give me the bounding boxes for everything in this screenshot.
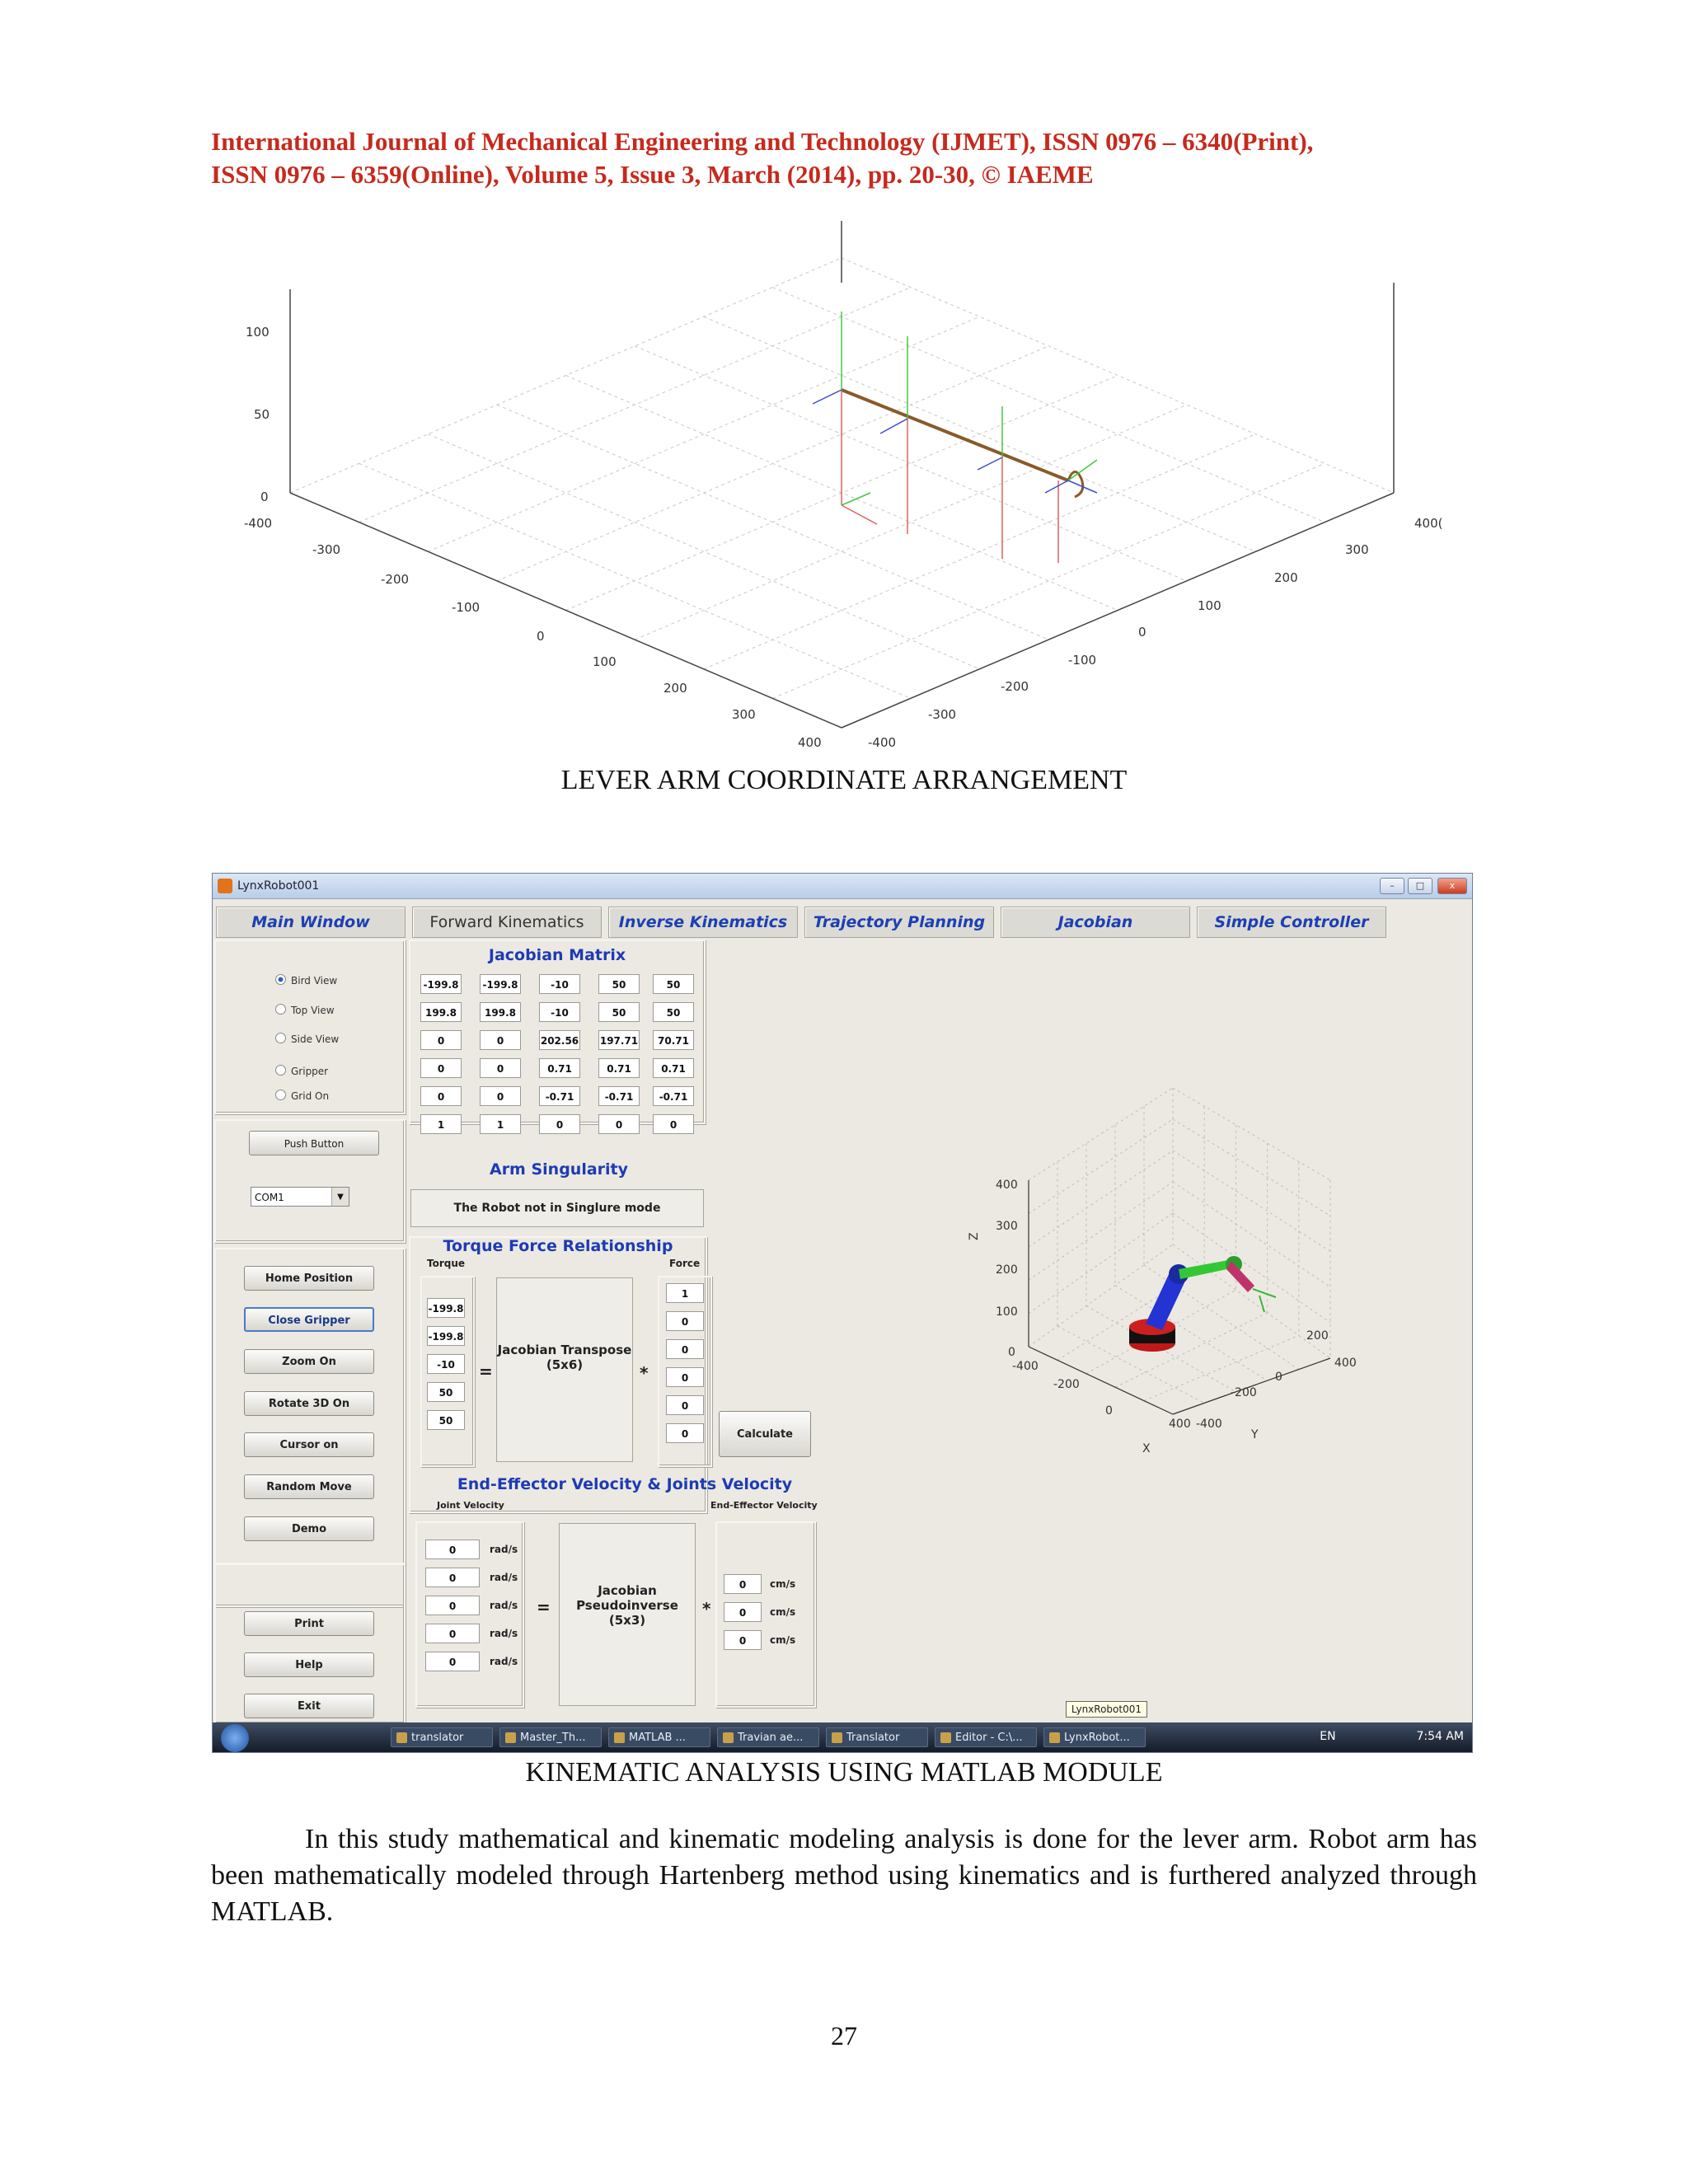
y-tick: 400( — [1414, 516, 1443, 531]
grid-line — [1029, 1088, 1173, 1180]
joint-velocity-label: Joint Velocity — [437, 1500, 504, 1511]
joint-velocity-input[interactable]: 0 — [425, 1624, 480, 1643]
close-button[interactable]: x — [1437, 878, 1467, 894]
window-title: LynxRobot001 — [237, 879, 320, 893]
page-number: 27 — [831, 2021, 857, 2050]
z-tick: 300 — [996, 1220, 1018, 1233]
calculate-button[interactable]: Calculate — [719, 1411, 811, 1457]
jacobian-cell[interactable]: 0 — [598, 1114, 640, 1134]
header-line-1: International Journal of Mechanical Engineering and Technology (IJMET), ISSN 0976 – 6340(Print), — [211, 127, 1314, 156]
grid-line — [428, 316, 979, 551]
jacobian-cell[interactable]: 0 — [480, 1086, 521, 1106]
y-tick: 200 — [1306, 1329, 1329, 1343]
velocity-title: End-Effector Velocity & Joints Velocity — [457, 1475, 793, 1493]
jacobian-cell[interactable]: 0.71 — [598, 1058, 640, 1078]
radio-icon — [275, 1090, 286, 1100]
equals-sign: = — [479, 1361, 493, 1381]
jacobian-cell[interactable]: 1 — [420, 1114, 462, 1134]
x-tick: -200 — [1053, 1378, 1080, 1391]
y-tick: 400 — [1334, 1357, 1357, 1370]
jacobian-cell[interactable]: 1 — [480, 1114, 521, 1134]
force-input[interactable]: 1 — [666, 1283, 704, 1303]
radio-label: Bird View — [291, 975, 338, 987]
z-tick: 0 — [260, 490, 269, 504]
multiply-sign: * — [640, 1363, 649, 1383]
force-input[interactable]: 0 — [666, 1311, 704, 1331]
matlab-app-icon — [218, 879, 232, 893]
x-tick: 400 — [798, 735, 822, 750]
tab-simple-controller[interactable]: Simple Controller — [1197, 907, 1386, 938]
jacobian-cell[interactable]: 0 — [420, 1030, 462, 1050]
push-button[interactable]: Push Button — [249, 1131, 379, 1155]
system-tray — [1320, 1730, 1464, 1743]
taskbar-item[interactable]: MATLAB ... — [608, 1727, 710, 1747]
x-tick: -300 — [312, 542, 341, 557]
home-position-button[interactable]: Home Position — [244, 1266, 374, 1291]
jacobian-cell[interactable]: 50 — [598, 1002, 640, 1022]
singularity-title: Arm Singularity — [489, 1160, 629, 1179]
jacobian-cell[interactable]: 199.8 — [480, 1002, 521, 1022]
port-value: COM1 — [255, 1192, 284, 1203]
radio-top-view[interactable] — [275, 1004, 335, 1016]
zoom-on-button[interactable]: Zoom On — [244, 1349, 374, 1374]
y-tick: 0 — [1138, 625, 1146, 640]
jacobian-cell[interactable]: 202.56 — [539, 1030, 580, 1050]
grid-line — [1029, 1151, 1173, 1247]
window-tooltip: LynxRobot001 — [1066, 1701, 1147, 1718]
close-gripper-button[interactable]: Close Gripper — [244, 1307, 374, 1332]
joint-velocity-input[interactable]: 0 — [425, 1568, 480, 1587]
torque-title: Torque Force Relationship — [443, 1237, 673, 1255]
x-tick: 0 — [537, 629, 545, 644]
force-input[interactable]: 0 — [666, 1339, 704, 1359]
radio-label: Gripper — [291, 1066, 329, 1077]
x-label: X — [1142, 1442, 1151, 1455]
taskbar — [213, 1722, 1472, 1752]
joint-velocity-input[interactable]: 0 — [425, 1540, 480, 1559]
x-tick: 0 — [1105, 1404, 1113, 1418]
force-input[interactable]: 0 — [666, 1367, 704, 1387]
jacobian-cell[interactable]: 197.71 — [598, 1030, 640, 1050]
jacobian-title: Jacobian Matrix — [488, 946, 626, 964]
jacobian-cell[interactable]: -199.8 — [480, 974, 521, 994]
force-input[interactable]: 0 — [666, 1423, 704, 1443]
y-tick: -100 — [1068, 653, 1097, 668]
rotate-3d-button[interactable]: Rotate 3D On — [244, 1391, 374, 1416]
jacobian-cell[interactable]: -199.8 — [420, 974, 462, 994]
port-select[interactable] — [251, 1187, 349, 1207]
y-tick: 100 — [1198, 598, 1221, 613]
joint-unit-label: rad/s — [490, 1600, 518, 1611]
grid-line — [1029, 1213, 1173, 1314]
radio-grid-on[interactable] — [275, 1090, 329, 1102]
force-input[interactable]: 0 — [666, 1395, 704, 1415]
jacobian-transpose-box: Jacobian Transpose (5x6) — [496, 1277, 633, 1462]
clock[interactable]: 7:54 AM — [1416, 1730, 1464, 1743]
y-tick: -200 — [1231, 1386, 1257, 1399]
jacobian-cell[interactable]: -0.71 — [598, 1086, 640, 1106]
jacobian-panel — [409, 940, 706, 1131]
y-label: Y — [1251, 1428, 1259, 1441]
y-tick: -300 — [928, 707, 957, 722]
window-titlebar — [213, 874, 1472, 899]
taskbar-item[interactable]: LynxRobot... — [1043, 1727, 1146, 1747]
body-paragraph — [211, 1821, 1477, 1930]
x-tick: 100 — [593, 654, 617, 669]
ee-velocity-input[interactable]: 0 — [724, 1574, 762, 1594]
radio-side-view[interactable] — [275, 1033, 339, 1045]
ee-unit-label: cm/s — [770, 1606, 796, 1618]
header-line-2: ISSN 0976 – 6359(Online), Volume 5, Issue 3, March (2014), pp. 20-30, © IAEME — [211, 160, 1094, 189]
tab-trajectory-planning[interactable]: Trajectory Planning — [804, 907, 994, 938]
jacobian-cell[interactable]: 70.71 — [653, 1030, 694, 1050]
jacobian-cell[interactable]: -10 — [539, 974, 580, 994]
torque-label: Torque — [427, 1258, 466, 1269]
y-tick: -400 — [868, 735, 897, 750]
radio-selected-icon — [275, 974, 286, 985]
view-options-panel — [214, 940, 406, 1114]
radio-label: Grid On — [291, 1090, 330, 1102]
equals-sign-2: = — [537, 1597, 551, 1617]
body-paragraph-text: In this study mathematical and kinematic modeling analysis is done for the lever arm. Robot arm has been mathematically modeled through Hartenberg method using kinematics and is furthered analyzed through MATLAB. — [211, 1824, 1477, 1927]
start-button[interactable] — [221, 1724, 249, 1752]
radio-label: Top View — [291, 1005, 335, 1016]
x-axis-line — [1029, 1347, 1173, 1414]
radio-bird-view[interactable] — [275, 974, 337, 987]
radio-gripper[interactable] — [275, 1065, 328, 1077]
robot-arm-model — [1129, 1256, 1276, 1352]
force-label: Force — [669, 1258, 701, 1269]
joint-unit-label: rad/s — [490, 1656, 518, 1667]
jacobian-cell[interactable]: 50 — [653, 974, 694, 994]
z-tick: 200 — [996, 1263, 1018, 1277]
tab-jacobian[interactable]: Jacobian — [1001, 907, 1190, 938]
torque-input[interactable]: -199.8 — [427, 1326, 465, 1346]
z-label: Z — [968, 1232, 981, 1240]
joint-unit-label: rad/s — [490, 1628, 518, 1639]
radio-icon — [275, 1065, 286, 1076]
jacobian-cell[interactable]: 0.71 — [653, 1058, 694, 1078]
radio-icon — [275, 1004, 286, 1015]
z-tick: 50 — [254, 407, 270, 422]
x-tick: -200 — [381, 572, 410, 587]
x-tick: 400 — [1169, 1418, 1191, 1431]
multiply-sign-2: * — [702, 1599, 711, 1619]
exit-button[interactable]: Exit — [244, 1694, 374, 1718]
journal-header — [211, 125, 1477, 191]
language-indicator[interactable]: EN — [1320, 1730, 1336, 1743]
taskbar-item[interactable]: Travian ae... — [717, 1727, 819, 1747]
figure2-caption: KINEMATIC ANALYSIS USING MATLAB MODULE — [525, 1757, 1163, 1788]
pseudoinverse-box: Jacobian Pseudoinverse (5x3) — [559, 1523, 696, 1706]
torque-input[interactable]: -10 — [427, 1354, 465, 1374]
x-tick: -400 — [244, 516, 273, 531]
joint-velocity-input[interactable]: 0 — [425, 1596, 480, 1615]
ee-unit-label: cm/s — [770, 1634, 796, 1646]
grid-line — [1173, 1088, 1330, 1180]
torque-input[interactable]: -199.8 — [427, 1298, 465, 1318]
ee-velocity-input[interactable]: 0 — [724, 1602, 762, 1622]
ee-velocity-label: End-Effector Velocity — [710, 1500, 818, 1511]
help-button[interactable]: Help — [244, 1652, 374, 1677]
x-tick: 200 — [663, 681, 687, 696]
grid-line — [428, 434, 979, 669]
ee-velocity-input[interactable]: 0 — [724, 1630, 762, 1650]
jacobian-cell[interactable]: 0 — [480, 1030, 521, 1050]
robot-3d-plot — [839, 997, 1465, 1455]
singularity-status: The Robot not in Singlure mode — [410, 1189, 704, 1227]
matlab-window — [212, 873, 1473, 1753]
jacobian-cell[interactable]: -0.71 — [653, 1086, 694, 1106]
x-axis-line — [290, 493, 842, 728]
radio-label: Side View — [291, 1033, 340, 1045]
figure1-caption: LEVER ARM COORDINATE ARRANGEMENT — [560, 765, 1128, 795]
torque-input[interactable]: 50 — [427, 1410, 465, 1430]
jacobian-cell[interactable]: 199.8 — [420, 1002, 462, 1022]
tab-main-window[interactable]: Main Window — [216, 907, 406, 938]
jacobian-cell[interactable]: 0 — [420, 1086, 462, 1106]
grid-line — [1029, 1119, 1173, 1213]
jacobian-cell[interactable]: 0 — [653, 1114, 694, 1134]
jacobian-cell[interactable]: 0 — [480, 1058, 521, 1078]
joint-velocity-input[interactable]: 0 — [425, 1652, 480, 1671]
joint-unit-label: rad/s — [490, 1572, 518, 1583]
cursor-on-button[interactable]: Cursor on — [244, 1432, 374, 1457]
output-panel — [214, 1563, 406, 1724]
taskbar-item[interactable]: Translator — [826, 1727, 928, 1747]
tab-inverse-kinematics[interactable]: Inverse Kinematics — [608, 907, 798, 938]
jacobian-cell[interactable]: -0.71 — [539, 1086, 580, 1106]
ee-unit-label: cm/s — [770, 1578, 796, 1590]
jacobian-cell[interactable]: 50 — [653, 1002, 694, 1022]
taskbar-item[interactable]: Editor - C:\... — [935, 1727, 1037, 1747]
z-tick: 100 — [996, 1305, 1018, 1319]
minimize-button[interactable]: – — [1380, 878, 1404, 894]
print-button[interactable]: Print — [244, 1611, 374, 1636]
jacobian-cell[interactable]: -10 — [539, 1002, 580, 1022]
jacobian-cell[interactable]: 0 — [539, 1114, 580, 1134]
y-tick: 0 — [1275, 1371, 1282, 1384]
z-tick: 100 — [246, 325, 270, 340]
chevron-down-icon: ▼ — [331, 1188, 349, 1206]
tab-forward-kinematics[interactable]: Forward Kinematics — [412, 907, 602, 938]
y-tick: -200 — [1001, 679, 1029, 694]
x-tick: 300 — [732, 707, 756, 722]
y-tick: 200 — [1274, 570, 1298, 585]
x-tick: -100 — [452, 600, 481, 615]
maximize-button[interactable]: □ — [1408, 878, 1432, 894]
grid-line — [772, 288, 1325, 523]
jacobian-cell[interactable]: 0 — [420, 1058, 462, 1078]
z-tick: 0 — [1008, 1346, 1015, 1359]
port-panel — [214, 1119, 406, 1243]
controls-panel — [214, 1248, 406, 1607]
z-tick: 400 — [996, 1179, 1018, 1192]
radio-icon — [275, 1033, 286, 1043]
grid-line — [1029, 1182, 1173, 1280]
lever-arm-plot — [211, 221, 1480, 748]
random-move-button[interactable]: Random Move — [244, 1474, 374, 1499]
torque-input[interactable]: 50 — [427, 1382, 465, 1402]
demo-button[interactable]: Demo — [244, 1516, 374, 1541]
jacobian-cell[interactable]: 0.71 — [539, 1058, 580, 1078]
y-tick: 300 — [1345, 542, 1369, 557]
taskbar-item[interactable]: Master_Th... — [499, 1727, 602, 1747]
joint-unit-label: rad/s — [490, 1544, 518, 1555]
lever-arm-drawing — [813, 312, 1097, 563]
x-tick: -400 — [1012, 1360, 1039, 1373]
jacobian-cell[interactable]: 50 — [598, 974, 640, 994]
taskbar-item[interactable]: translator — [391, 1727, 493, 1747]
y-tick: -400 — [1196, 1418, 1222, 1431]
module-tabs — [213, 902, 1472, 940]
